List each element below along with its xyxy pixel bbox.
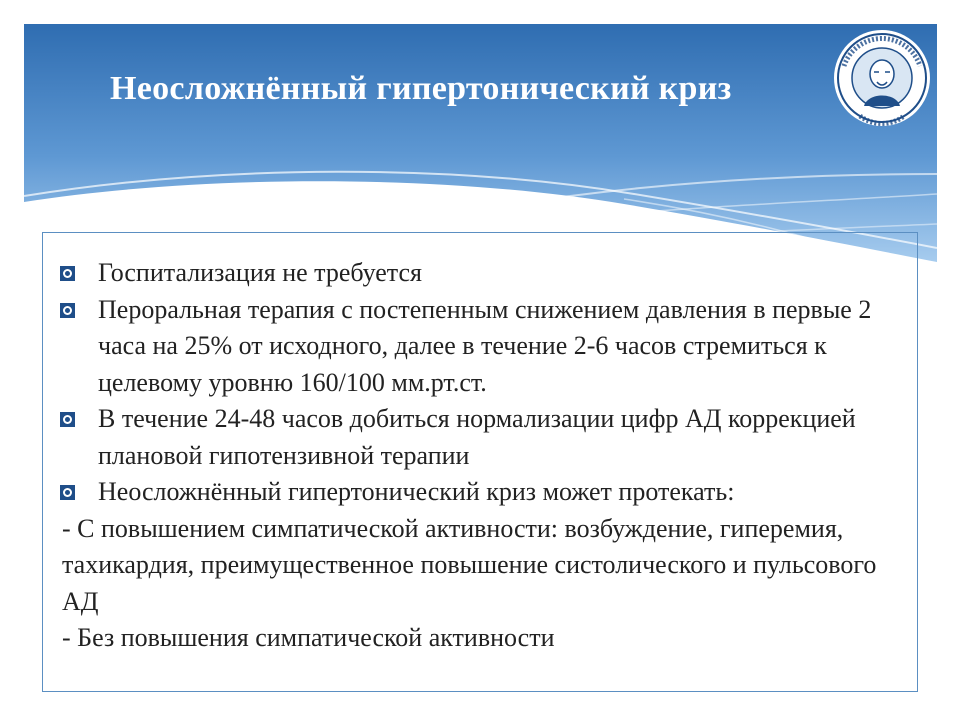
header-banner — [24, 24, 937, 264]
content-body — [60, 255, 910, 657]
bullet-text: Пероральная терапия с постепенным снижением давления в первые 2 часа на 25% от исходного, далее в течение 2-6 часов стремиться к целевому уровню 160/100 мм.рт.ст. — [98, 294, 872, 397]
foundation-logo-icon — [824, 28, 940, 128]
square-bullet-icon — [60, 303, 75, 318]
bullet-text: Неосложнённый гипертонический криз может протекать: — [98, 477, 735, 506]
bullet-item — [60, 292, 910, 402]
header-wave-background — [24, 24, 937, 264]
bullet-item — [60, 255, 910, 292]
bullet-item — [60, 401, 910, 474]
dash-note: - С повышением симпатической активности: возбуждение, гиперемия, тахикардия, преимущественное повышение систолического и пульсового АД — [62, 513, 877, 616]
square-bullet-icon — [60, 412, 75, 427]
square-bullet-icon — [60, 266, 75, 281]
bullet-item — [60, 474, 910, 511]
bullet-text: В течение 24-48 часов добиться нормализации цифр АД коррекцией плановой гипотензивной терапии — [98, 404, 856, 470]
square-bullet-icon — [60, 485, 75, 500]
bullet-text: Госпитализация не требуется — [98, 258, 422, 287]
dash-note: - Без повышения симпатической активности — [62, 623, 555, 652]
slide-title: Неосложнённый гипертонический криз — [110, 70, 732, 107]
